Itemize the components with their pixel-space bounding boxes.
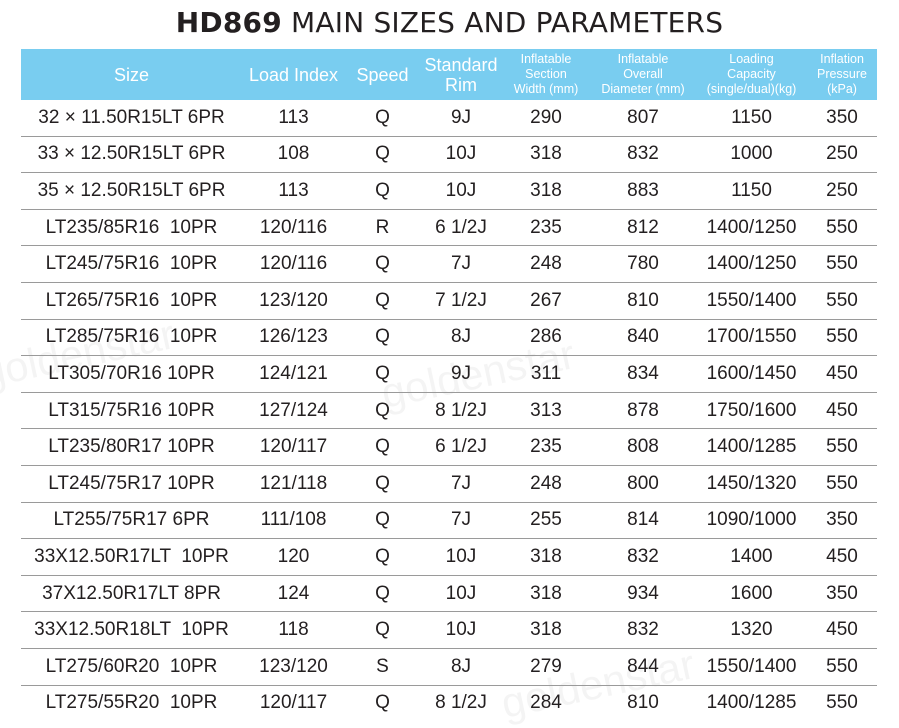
table-cell: 450	[807, 392, 877, 429]
column-header	[420, 49, 502, 100]
table-header	[21, 49, 877, 100]
table-cell: LT275/60R20 10PR	[21, 648, 242, 685]
table-cell: 1700/1550	[696, 319, 807, 356]
column-header	[696, 49, 807, 100]
table-cell: 8 1/2J	[435, 692, 487, 714]
table-cell: 834	[590, 356, 696, 393]
table-cell: 318	[502, 612, 590, 649]
table-cell: 120/116	[242, 246, 345, 283]
table-cell: 32 × 11.50R15LT 6PR	[21, 100, 242, 136]
column-header-line: Speed	[356, 64, 409, 85]
table-row	[21, 575, 877, 612]
table-cell: 8J	[420, 648, 502, 685]
table-cell: 248	[502, 246, 590, 283]
table-cell: 1150	[696, 173, 807, 210]
table-cell: 10J	[420, 612, 502, 649]
title-text: MAIN SIZES AND PARAMETERS	[281, 6, 724, 39]
table-row	[21, 685, 877, 721]
table-cell: Q	[345, 539, 420, 576]
column-header-line: (kPa)	[827, 82, 857, 96]
table-cell: 318	[502, 173, 590, 210]
table-cell: LT255/75R17 6PR	[21, 502, 242, 539]
table-row	[21, 356, 877, 393]
table-row	[21, 539, 877, 576]
table-cell: 1400	[696, 539, 807, 576]
table-cell: 120/116	[242, 209, 345, 246]
table-cell: 550	[826, 692, 858, 714]
table-cell: 810	[627, 692, 659, 714]
table-row	[21, 136, 877, 173]
table-cell: 7J	[420, 246, 502, 283]
table-cell: 807	[590, 100, 696, 136]
table-cell: 9J	[420, 356, 502, 393]
column-header-line: Inflation	[820, 52, 864, 66]
table-row	[21, 429, 877, 466]
table-cell: 10J	[420, 136, 502, 173]
table-cell: 550	[807, 319, 877, 356]
column-header	[807, 49, 877, 100]
table-cell: 123/120	[242, 282, 345, 319]
table-cell: 290	[502, 100, 590, 136]
table-cell: 550	[807, 282, 877, 319]
table-row	[21, 648, 877, 685]
column-header-line: Pressure	[816, 67, 868, 81]
table-cell: 1550/1400	[696, 648, 807, 685]
table-cell: 1450/1320	[696, 465, 807, 502]
table-cell: 350	[807, 100, 877, 136]
table-cell: Q	[345, 136, 420, 173]
table-cell: 550	[807, 209, 877, 246]
table-row	[21, 502, 877, 539]
column-header-line: (single/dual)(kg)	[706, 82, 797, 96]
column-header-line: Rim	[445, 74, 477, 95]
table-cell: 350	[807, 575, 877, 612]
table-row	[21, 282, 877, 319]
column-header-line: Inflatable	[520, 52, 572, 66]
table-cell: 1150	[696, 100, 807, 136]
table-cell: 120/117	[259, 692, 328, 714]
column-header-line: Capacity	[727, 67, 776, 81]
table-row	[21, 465, 877, 502]
table-cell: LT285/75R16 10PR	[21, 319, 242, 356]
table-cell: 6 1/2J	[420, 209, 502, 246]
table-cell: 808	[590, 429, 696, 466]
table-cell: Q	[345, 392, 420, 429]
table-cell: 108	[242, 136, 345, 173]
table-row	[21, 246, 877, 283]
column-header-line: Overall	[623, 67, 663, 81]
table-cell: 814	[590, 502, 696, 539]
table-cell: 883	[590, 173, 696, 210]
table-cell: LT315/75R16 10PR	[21, 392, 242, 429]
table-cell: 1400/1285	[696, 429, 807, 466]
column-header	[345, 49, 420, 100]
table-cell: Q	[345, 246, 420, 283]
table-cell: Q	[345, 429, 420, 466]
table-cell: 111/108	[242, 502, 345, 539]
table-cell: 878	[590, 392, 696, 429]
table-cell: 7 1/2J	[420, 282, 502, 319]
table-cell: 33 × 12.50R15LT 6PR	[21, 136, 242, 173]
table-cell: 1000	[696, 136, 807, 173]
table-cell: 313	[502, 392, 590, 429]
table-cell: 450	[807, 539, 877, 576]
table-cell: 550	[807, 429, 877, 466]
column-header	[21, 49, 242, 100]
table-cell: 1550/1400	[696, 282, 807, 319]
table-cell: Q	[345, 356, 420, 393]
table-cell: 450	[807, 356, 877, 393]
table-cell: R	[345, 209, 420, 246]
table-cell: Q	[345, 612, 420, 649]
table-cell: LT235/80R17 10PR	[21, 429, 242, 466]
table-cell: 10J	[420, 575, 502, 612]
column-header-line: Load Index	[248, 64, 339, 85]
table-cell: 235	[502, 429, 590, 466]
table-cell: 311	[502, 356, 590, 393]
table-row	[21, 612, 877, 649]
table-cell: 33X12.50R17LT 10PR	[21, 539, 242, 576]
table-cell: 121/118	[242, 465, 345, 502]
table-cell: LT245/75R16 10PR	[21, 246, 242, 283]
table-cell: 126/123	[242, 319, 345, 356]
table-cell: 550	[807, 246, 877, 283]
table-cell: 279	[502, 648, 590, 685]
table-cell: 318	[502, 575, 590, 612]
table-cell: 318	[502, 136, 590, 173]
table-cell: 124	[242, 575, 345, 612]
table-cell: 1600	[696, 575, 807, 612]
table-cell: Q	[345, 100, 420, 136]
parameters-table	[21, 49, 877, 721]
table-cell: 7J	[420, 465, 502, 502]
table-cell: Q	[345, 575, 420, 612]
column-header-line: Size	[113, 64, 149, 85]
table-cell: 450	[807, 612, 877, 649]
table-cell: 1600/1450	[696, 356, 807, 393]
table-cell: 1400/1250	[696, 209, 807, 246]
table-cell: 124/121	[242, 356, 345, 393]
table-cell: 284	[530, 692, 562, 714]
table-row	[21, 319, 877, 356]
table-row	[21, 392, 877, 429]
table-cell: 255	[502, 502, 590, 539]
table-cell: 934	[590, 575, 696, 612]
table-cell: 267	[502, 282, 590, 319]
table-row	[21, 100, 877, 136]
table-cell: 9J	[420, 100, 502, 136]
table-cell: Q	[345, 502, 420, 539]
table-cell: LT245/75R17 10PR	[21, 465, 242, 502]
table-cell: LT235/85R16 10PR	[21, 209, 242, 246]
page-title	[0, 6, 899, 39]
table-cell: 33X12.50R18LT 10PR	[21, 612, 242, 649]
table-cell: 840	[590, 319, 696, 356]
table-cell: LT305/70R16 10PR	[21, 356, 242, 393]
table-cell: 286	[502, 319, 590, 356]
column-header	[590, 49, 696, 100]
table-cell: 1400/1250	[696, 246, 807, 283]
table-cell: 550	[807, 465, 877, 502]
table-cell: 780	[590, 246, 696, 283]
table-row	[21, 173, 877, 210]
table-cell: 123/120	[242, 648, 345, 685]
table-cell: 113	[242, 100, 345, 136]
table-cell: 250	[807, 136, 877, 173]
column-header-line: Diameter (mm)	[601, 82, 685, 96]
table-cell: 550	[807, 648, 877, 685]
column-header-line: Inflatable	[617, 52, 669, 66]
table-cell: 113	[242, 173, 345, 210]
table-cell: 10J	[420, 173, 502, 210]
table-cell: 248	[502, 465, 590, 502]
table-cell: 1320	[696, 612, 807, 649]
table-cell: S	[345, 648, 420, 685]
table-cell: 832	[590, 612, 696, 649]
column-header-line: Standard	[424, 54, 498, 75]
table-cell: 832	[590, 136, 696, 173]
table-cell: 812	[590, 209, 696, 246]
column-header	[242, 49, 345, 100]
table-cell: 7J	[420, 502, 502, 539]
column-header-line: Loading	[729, 52, 774, 66]
column-header	[502, 49, 590, 100]
table-cell: 250	[807, 173, 877, 210]
table-cell: 10J	[420, 539, 502, 576]
table-cell: 1400/1285	[706, 692, 797, 714]
table-cell: Q	[345, 173, 420, 210]
table-cell: 318	[502, 539, 590, 576]
table-cell: 844	[590, 648, 696, 685]
table-cell: Q	[345, 465, 420, 502]
table-cell: Q	[375, 692, 390, 714]
table-cell: Q	[345, 319, 420, 356]
table-cell: 810	[590, 282, 696, 319]
table-cell: 8J	[420, 319, 502, 356]
table-cell: 1750/1600	[696, 392, 807, 429]
table-cell: 6 1/2J	[420, 429, 502, 466]
table-cell: 832	[590, 539, 696, 576]
table-cell: 120	[242, 539, 345, 576]
table-cell: Q	[345, 282, 420, 319]
table-cell: 235	[502, 209, 590, 246]
model-name: HD869	[175, 6, 282, 39]
table-cell: 118	[242, 612, 345, 649]
table-cell: 8 1/2J	[420, 392, 502, 429]
table-cell: 120/117	[242, 429, 345, 466]
table-cell: 350	[807, 502, 877, 539]
column-header-line: Section	[525, 67, 567, 81]
column-header-line: Width (mm)	[513, 82, 579, 96]
table-cell: 37X12.50R17LT 8PR	[21, 575, 242, 612]
table-cell: LT265/75R16 10PR	[21, 282, 242, 319]
table-cell: 800	[590, 465, 696, 502]
table-cell: 127/124	[242, 392, 345, 429]
table-cell: 1090/1000	[696, 502, 807, 539]
table-row	[21, 209, 877, 246]
table-cell: LT275/55R20 10PR	[45, 692, 218, 714]
table-body	[21, 100, 877, 721]
table-cell: 35 × 12.50R15LT 6PR	[21, 173, 242, 210]
